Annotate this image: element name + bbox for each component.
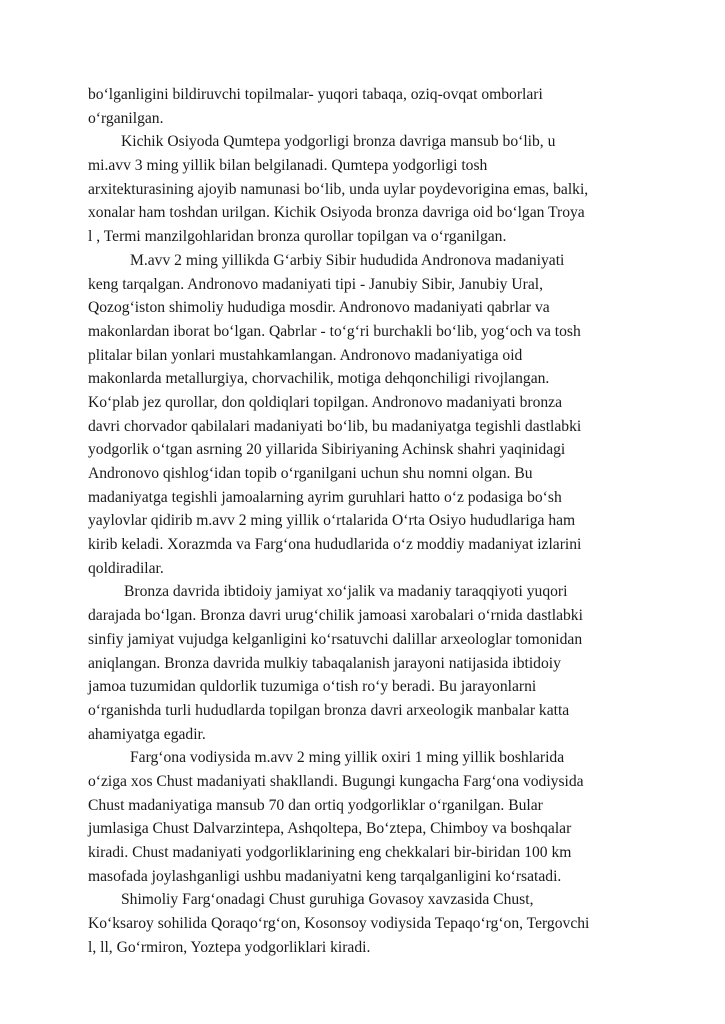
- paragraph-start-line: Farg‘ona vodiysida m.avv 2 ming yillik oxiri 1 ming yillik boshlarida: [130, 749, 565, 767]
- text-line: o‘rganishda turli hududlarda topilgan bronza davri arxeologik manbalar katta: [88, 701, 570, 719]
- text-line: kiradi. Chust madaniyati yodgorliklarining eng chekkalari bir-biridan 100 km: [88, 844, 572, 861]
- text-line: bo‘lganligini bildiruvchi topilmalar- yuqori tabaqa, oziq-ovqat omborlari: [88, 86, 543, 103]
- text-line: o‘rganilgan.: [88, 109, 164, 127]
- text-line: keng tarqalgan. Andronovo madaniyati tipi - Janubiy Sibir, Janubiy Ural,: [88, 275, 543, 293]
- text-line: aniqlangan. Bronza davrida mulkiy tabaqalanish jarayoni natijasida ibtidoiy: [88, 654, 561, 672]
- text-line: Qozog‘iston shimoliy hududiga mosdir. Andronovo madaniyati qabrlar va: [88, 299, 550, 317]
- text-line: davri chorvador qabilalari madaniyati bo‘lib, bu madaniyatga tegishli dastlabki: [88, 417, 582, 435]
- text-line: mi.avv 3 ming yillik bilan belgilanadi. Qumtepa yodgorligi tosh: [88, 157, 488, 175]
- text-line: qoldiradilar.: [88, 559, 164, 577]
- text-line: plitalar bilan yonlari mustahkamlangan. Andronovo madaniyatiga oid: [88, 346, 523, 364]
- text-line: jamoa tuzumidan quldorlik tuzumiga o‘tish ro‘y beradi. Bu jarayonlarni: [88, 678, 537, 696]
- text-line: ahamiyatga egadir.: [88, 725, 206, 743]
- text-line: l, ll, Go‘rmiron, Yoztepa yodgorliklari kiradi.: [88, 938, 371, 956]
- text-line: madaniyatga tegishli jamoalarning ayrim guruhlari hatto o‘z podasiga bo‘sh: [88, 488, 562, 506]
- text-line: o‘ziga xos Chust madaniyati shakllandi. Bugungi kungacha Farg‘ona vodiysida: [88, 772, 584, 790]
- text-line: xonalar ham toshdan urilgan. Kichik Osiyoda bronza davriga oid bo‘lgan Troya: [88, 204, 585, 222]
- text-line: masofada joylashganligi ushbu madaniyatni keng tarqalganligini ko‘rsatadi.: [88, 867, 562, 885]
- text-line: Chust madaniyatiga mansub 70 dan ortiq yodgorliklar o‘rganilgan. Bular: [88, 796, 543, 814]
- paragraph-start-line: Shimoliy Farg‘onadagi Chust guruhiga Govasoy xavzasida Chust,: [121, 891, 534, 909]
- document-page: [88, 83, 637, 959]
- text-line: makonlarda metallurgiya, chorvachilik, motiga dehqonchiligi rivojlangan.: [88, 370, 550, 388]
- text-line: darajada bo‘lgan. Bronza davri urug‘chilik jamoasi xarobalari o‘rnida dastlabki: [88, 607, 583, 625]
- text-line: Andronovo qishlog‘idan topib o‘rganilgani uchun shu nomni olgan. Bu: [88, 465, 533, 482]
- text-line: yaylovlar qidirib m.avv 2 ming yillik o‘rtalarida O‘rta Osiyo hududlariga ham: [88, 512, 576, 530]
- text-line: l , Termi manzilgohlaridan bronza qurollar topilgan va o‘rganilgan.: [88, 228, 507, 246]
- paragraph-start-line: Bronza davrida ibtidoiy jamiyat xo‘jalik va madaniy taraqqiyoti yuqori: [124, 583, 568, 601]
- text-line: Ko‘plab jez qurollar, don qoldiqlari topilgan. Andronovo madaniyati bronza: [88, 393, 563, 411]
- text-line: kirib keladi. Xorazmda va Farg‘ona hududlarida o‘z moddiy madaniyat izlarini: [88, 536, 582, 554]
- text-line: makonlardan iborat bo‘lgan. Qabrlar - to‘g‘ri burchakli bo‘lib, yog‘och va tosh: [88, 322, 581, 340]
- text-line: Ko‘ksaroy sohilida Qoraqo‘rg‘on, Kosonsoy vodiysida Tepaqo‘rg‘on, Tergovchi: [88, 915, 590, 933]
- paragraph-start-line: Kichik Osiyoda Qumtepa yodgorligi bronza davriga mansub bo‘lib, u: [121, 133, 556, 151]
- paragraph-start-line: M.avv 2 ming yillikda G‘arbiy Sibir hududida Andronova madaniyati: [130, 251, 565, 269]
- text-line: jumlasiga Chust Dalvarzintepa, Ashqoltepa, Bo‘ztepa, Chimboy va boshqalar: [88, 820, 572, 838]
- text-line: arxitekturasining ajoyib namunasi bo‘lib, unda uylar poydevorigina emas, balki,: [88, 180, 589, 198]
- text-line: yodgorlik o‘tgan asrning 20 yillarida Sibiriyaning Achinsk shahri yaqinidagi: [88, 441, 566, 459]
- text-line: sinfiy jamiyat vujudga kelganligini ko‘rsatuvchi dalillar arxeologlar tomonidan: [88, 630, 583, 648]
